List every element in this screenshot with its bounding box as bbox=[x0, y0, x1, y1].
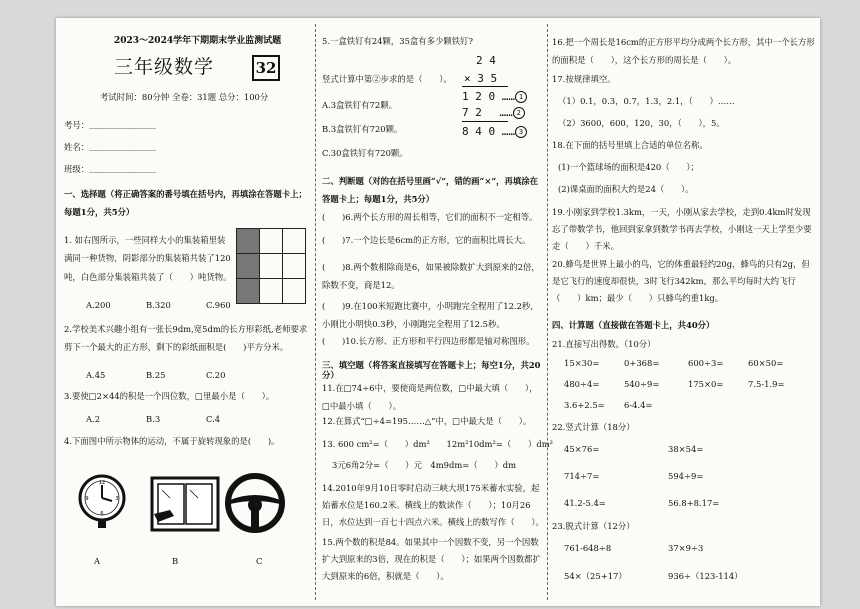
section-4-title: 四、计算题（直接做在答题卡上，共40分） bbox=[552, 320, 715, 330]
q1-option-a[interactable]: A.200 bbox=[86, 300, 111, 310]
fill-18-1: (1)一个篮球场的面积是420（ ）； bbox=[558, 162, 699, 172]
section-3-title: 三、填空题（将答案直接填写在答题卡上；每空1分，共20分） bbox=[322, 360, 541, 381]
clock-icon bbox=[78, 470, 126, 530]
q1-option-c[interactable]: C.960 bbox=[206, 300, 231, 310]
calc-row-3-digits: 1 2 0 …… bbox=[462, 90, 515, 103]
judge-6: ( )6.两个长方形的周长相等，它们的面积不一定相等。 bbox=[322, 212, 538, 222]
oral-item: 60×50= bbox=[748, 358, 784, 368]
question-3: 3.要使□2×44的积是一个四位数，□里最小是（ ）。 bbox=[64, 391, 275, 401]
fill-13-part-2: 3元6角2分=（ ）元 4m9dm=（ ）dm bbox=[332, 460, 517, 470]
subject-title: 三年级数学 bbox=[114, 56, 215, 78]
fill-11: 11.在□74÷6中，要使商是两位数，□中最大填（ ），□中最小填（ ）。 bbox=[322, 383, 538, 411]
oral-item: 6-4.4= bbox=[624, 400, 653, 410]
q2-option-c[interactable]: C.20 bbox=[206, 370, 226, 380]
vertical-item: 714÷7= bbox=[564, 471, 600, 481]
calc-row-3 bbox=[462, 90, 527, 103]
fill-19: 19.小刚家到学校1.3km，一天，小刚从家去学校，走到0.4km时发现忘了带数学书，他回到家拿到数学书再去学校，小刚这一天上学至少要走（ ）千米。 bbox=[552, 207, 812, 251]
oral-item: 0+368= bbox=[624, 358, 660, 368]
calc-row-5 bbox=[462, 125, 527, 138]
svg-text:3: 3 bbox=[115, 496, 119, 502]
q3-option-b[interactable]: B.3 bbox=[146, 414, 161, 424]
calc-line bbox=[462, 86, 508, 87]
column-2 bbox=[318, 18, 553, 606]
svg-text:6: 6 bbox=[100, 511, 104, 517]
q4-label-a[interactable]: A bbox=[94, 556, 101, 566]
calc-23-title: 23.脱式计算（12分） bbox=[552, 521, 635, 531]
steering-wheel-icon bbox=[224, 472, 286, 534]
step-2-marker: 2 bbox=[513, 107, 525, 119]
section-1-title: 一、选择题（将正确答案的番号填在括号内，再填涂在答题卡上；每题1分，共5分） bbox=[64, 189, 307, 217]
judge-9: ( )9.在100米短跑比赛中，小明跑完全程用了12.2秒，小刚比小明快0.3秒，小刚跑完全程用了12.5秒。 bbox=[322, 301, 539, 329]
field-label: 考号： bbox=[64, 120, 90, 130]
calc-row-4 bbox=[462, 106, 525, 119]
q4-label-c[interactable]: C bbox=[256, 556, 263, 566]
question-2: 2.学校美术兴趣小组有一张长9dm,宽5dm的长方形彩纸,老师要求剪下一个最大的正方形，剩下的彩纸面积是( )平方分米。 bbox=[64, 324, 308, 353]
vertical-item: 56.8+8.17= bbox=[668, 498, 720, 508]
field-label: 姓名： bbox=[64, 142, 90, 152]
question-5-prompt: 竖式计算中第②步求的是（ ）。 bbox=[322, 74, 452, 84]
class-field[interactable]: 班级：＿＿＿＿＿＿＿＿ bbox=[64, 164, 157, 174]
section-2-title: 二、判断题（对的在括号里画“√”，错的画“×”，再填涂在答题卡上；每题1分，共5分） bbox=[322, 176, 539, 204]
column-1 bbox=[56, 18, 314, 606]
oral-item: 3.6+2.5= bbox=[564, 400, 605, 410]
vertical-item: 45×76= bbox=[564, 444, 600, 454]
question-4: 4.下面图中所示物体的运动，不属于旋转现象的是( )。 bbox=[64, 436, 280, 446]
calc-line bbox=[462, 121, 508, 122]
fill-17-2: （2）3600，600，120，30，（ ），5。 bbox=[558, 118, 725, 128]
judge-8: ( )8.两个数相除商是6，如果被除数扩大到原来的2倍，除数不变，商是12。 bbox=[322, 262, 540, 291]
calc-row-5-digits: 8 4 0 …… bbox=[462, 125, 515, 138]
column-divider bbox=[547, 24, 548, 600]
fill-15: 15.两个数的积是84。如果其中一个因数不变，另一个因数扩大到原来的3倍，现在的积是（ ）；如果两个因数都扩大到原来的6倍，积就是（ ）。 bbox=[322, 537, 541, 582]
q5-option-b[interactable]: B.3盒铁钉有720颗。 bbox=[322, 124, 403, 134]
vertical-item: 41.2-5.4= bbox=[564, 498, 606, 508]
candidate-number-field[interactable]: 考号：＿＿＿＿＿＿＿＿ bbox=[64, 120, 157, 130]
field-label: 班级： bbox=[64, 164, 90, 174]
exam-sheet bbox=[56, 18, 820, 606]
q2-option-a[interactable]: A.45 bbox=[86, 370, 106, 380]
judge-10: ( )10.长方形、正方形和平行四边形都是轴对称图形。 bbox=[322, 336, 535, 346]
container-grid bbox=[236, 228, 306, 304]
step-item: 761-648÷8 bbox=[564, 543, 612, 553]
q3-option-a[interactable]: A.2 bbox=[86, 414, 101, 424]
q2-option-b[interactable]: B.25 bbox=[146, 370, 166, 380]
fill-16: 16.把一个周长是16cm的正方形平均分成两个长方形，其中一个长方形的面积是（ ），这个长方形的周长是（ ）。 bbox=[552, 37, 815, 65]
calc-row-2: × 3 5 bbox=[464, 72, 498, 85]
vertical-item: 38×54= bbox=[668, 444, 704, 454]
oral-item: 175×0= bbox=[688, 379, 724, 389]
fill-18: 18.在下面的括号里填上合适的单位名称。 bbox=[552, 140, 708, 150]
judge-7: ( )7.一个边长是6cm的正方形，它的面积比周长大。 bbox=[322, 235, 531, 245]
step-item: 54×（25+17） bbox=[564, 571, 627, 581]
paper-number: 32 bbox=[252, 55, 280, 81]
q4-label-b[interactable]: B bbox=[172, 556, 179, 566]
q3-option-c[interactable]: C.4 bbox=[206, 414, 221, 424]
oral-item: 600÷3= bbox=[688, 358, 724, 368]
calc-22-title: 22.竖式计算（18分） bbox=[552, 422, 635, 432]
sliding-window-icon bbox=[150, 476, 220, 532]
svg-text:9: 9 bbox=[85, 496, 89, 502]
calc-row-1: 2 4 bbox=[476, 54, 496, 67]
step-3-marker: 3 bbox=[515, 126, 527, 138]
fill-12: 12.在算式“□÷4=195……△”中，□中最大是（ ）。 bbox=[322, 416, 532, 426]
svg-text:12: 12 bbox=[98, 480, 106, 486]
q5-option-a[interactable]: A.3盒铁钉有72颗。 bbox=[322, 100, 397, 110]
exam-title: 2023～2024学年下期期末学业监测试题 bbox=[114, 36, 282, 46]
step-item: 37×9÷3 bbox=[668, 543, 704, 553]
column-divider bbox=[315, 24, 316, 600]
oral-item: 7.5-1.9= bbox=[748, 379, 785, 389]
fill-17: 17.按规律填空。 bbox=[552, 74, 616, 84]
step-1-marker: 1 bbox=[515, 91, 527, 103]
q1-option-b[interactable]: B.320 bbox=[146, 300, 171, 310]
column-3 bbox=[550, 18, 820, 606]
fill-20: 20.蜂鸟是世界上最小的鸟，它的体重最轻约20g，蜂鸟的只有2g，但是它飞行的速度却很快，3时飞行342km，那么平均每时大约飞行（ ）km；最少（ ）只蜂鸟约重1kg。 bbox=[552, 259, 810, 303]
vertical-item: 594÷9= bbox=[668, 471, 704, 481]
question-1: 1. 如右图所示，一些同样大小的集装箱里装满同一种货物，阴影部分的集装箱共装了120吨，白色部分集装箱共装了（ ）吨货物。 bbox=[64, 235, 232, 282]
question-5: 5.一盒铁钉有24颗，35盒有多少颗铁钉? bbox=[322, 36, 474, 46]
calc-21-title: 21.直接写出得数。（10分） bbox=[552, 339, 656, 349]
oral-item: 15×30= bbox=[564, 358, 600, 368]
fill-17-1: （1）0.1，0.3，0.7，1.3，2.1，（ ）…… bbox=[558, 96, 735, 106]
step-item: 936÷（123-114） bbox=[668, 571, 743, 581]
oral-item: 540÷9= bbox=[624, 379, 660, 389]
fill-18-2: (2)课桌面的面积大约是24（ ）。 bbox=[558, 184, 694, 194]
oral-item: 480÷4= bbox=[564, 379, 600, 389]
q5-option-c[interactable]: C.30盒铁钉有720颗。 bbox=[322, 148, 408, 158]
name-field[interactable]: 姓名：＿＿＿＿＿＿＿＿ bbox=[64, 142, 157, 152]
calc-row-4-digits: 7 2 …… bbox=[462, 106, 513, 119]
exam-info: 考试时间：80分钟 全卷：31题 总分：100分 bbox=[100, 92, 269, 102]
fill-14: 14.2010年9月10日零时启动三峡大坝175米蓄水实验，起始蓄水位是160.2米。横线上的数读作（ ）；10月26日，水位达到一百七十四点六米。横线上的数写作（ ）。 bbox=[322, 483, 544, 528]
fill-13: 13. 600 cm²=（ ）dm² 12m²10dm²=（ ）dm² bbox=[322, 439, 553, 449]
